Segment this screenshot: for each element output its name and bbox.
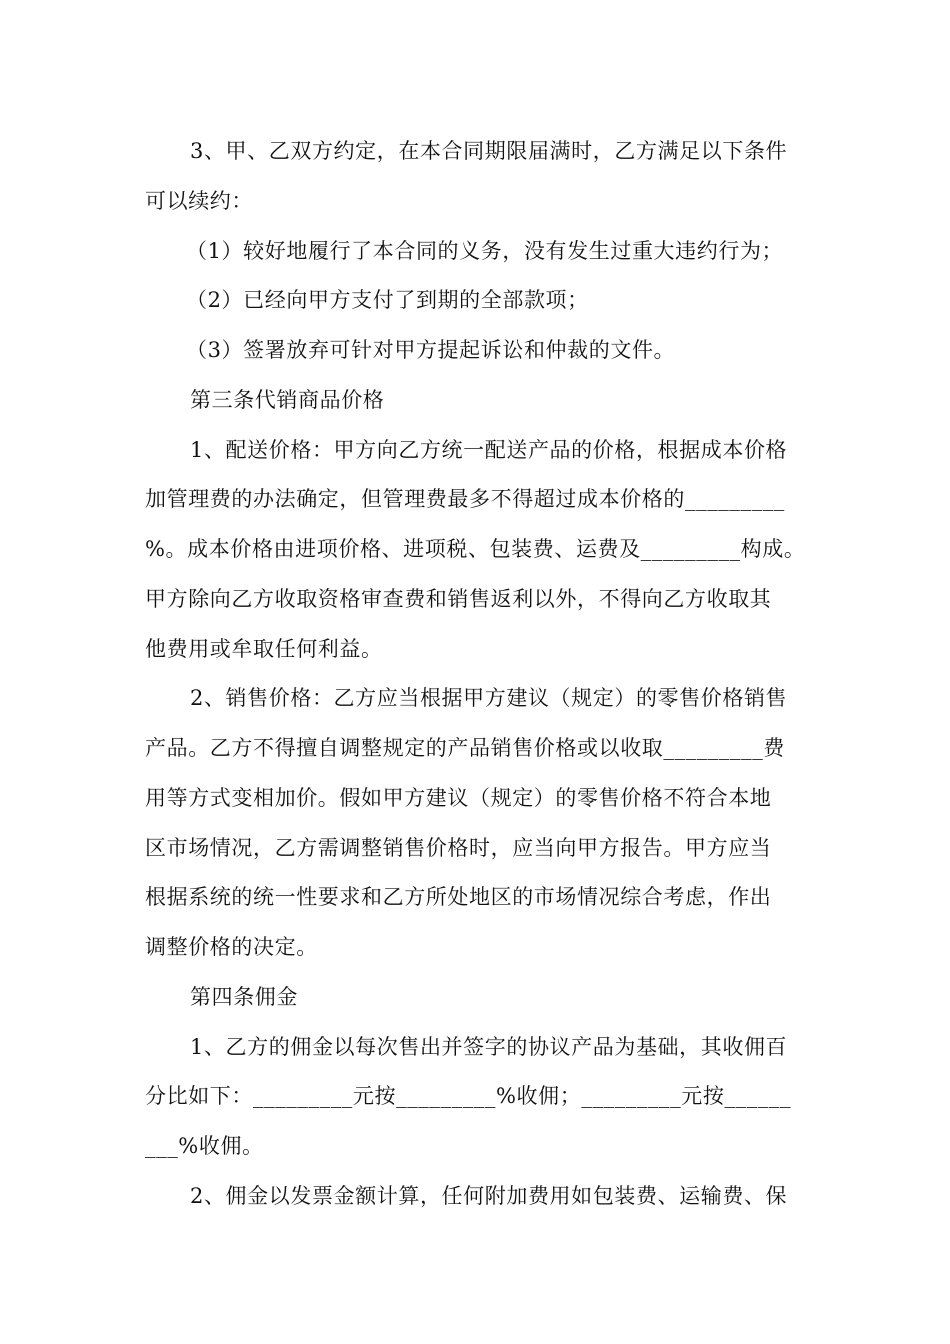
text-line: 他费用或牟取任何利益。 <box>145 637 383 661</box>
text-line: 加管理费的办法确定，但管理费最多不得超过成本价格的_________ <box>145 487 785 511</box>
section-heading: 第三条代销商品价格 <box>190 388 385 412</box>
text-line: ___%收佣。 <box>145 1134 264 1158</box>
text-line: 甲方除向乙方收取资格审查费和销售返利以外，不得向乙方收取其 <box>145 587 772 611</box>
text-line: 1、配送价格：甲方向乙方统一配送产品的价格，根据成本价格 <box>190 438 788 462</box>
text-line: 调整价格的决定。 <box>145 935 318 959</box>
text-line: 2、销售价格：乙方应当根据甲方建议（规定）的零售价格销售 <box>190 686 788 710</box>
text-line: 可以续约： <box>145 189 253 213</box>
list-item: （1）较好地履行了本合同的义务，没有发生过重大违约行为； <box>186 239 784 263</box>
text-line: 用等方式变相加价。假如甲方建议（规定）的零售价格不符合本地 <box>145 786 772 810</box>
text-line: %。成本价格由进项价格、进项税、包装费、运费及_________构成。 <box>145 537 806 561</box>
section-heading: 第四条佣金 <box>190 985 298 1009</box>
text-line: 2、佣金以发票金额计算，任何附加费用如包装费、运输费、保 <box>190 1184 788 1208</box>
list-item: （3）签署放弃可针对甲方提起诉讼和仲裁的文件。 <box>186 338 676 362</box>
list-item: （2）已经向甲方支付了到期的全部款项； <box>186 288 589 312</box>
text-line: 产品。乙方不得擅自调整规定的产品销售价格或以收取_________费 <box>145 736 785 760</box>
text-line: 区市场情况，乙方需调整销售价格时，应当向甲方报告。甲方应当 <box>145 836 772 860</box>
text-line: 根据系统的统一性要求和乙方所处地区的市场情况综合考虑，作出 <box>145 885 772 909</box>
text-line: 1、乙方的佣金以每次售出并签字的协议产品为基础，其收佣百 <box>190 1035 788 1059</box>
text-line: 分比如下：_________元按_________%收佣；_________元按______ <box>145 1084 792 1108</box>
text-line: 3、甲、乙双方约定，在本合同期限届满时，乙方满足以下条件 <box>190 139 788 163</box>
